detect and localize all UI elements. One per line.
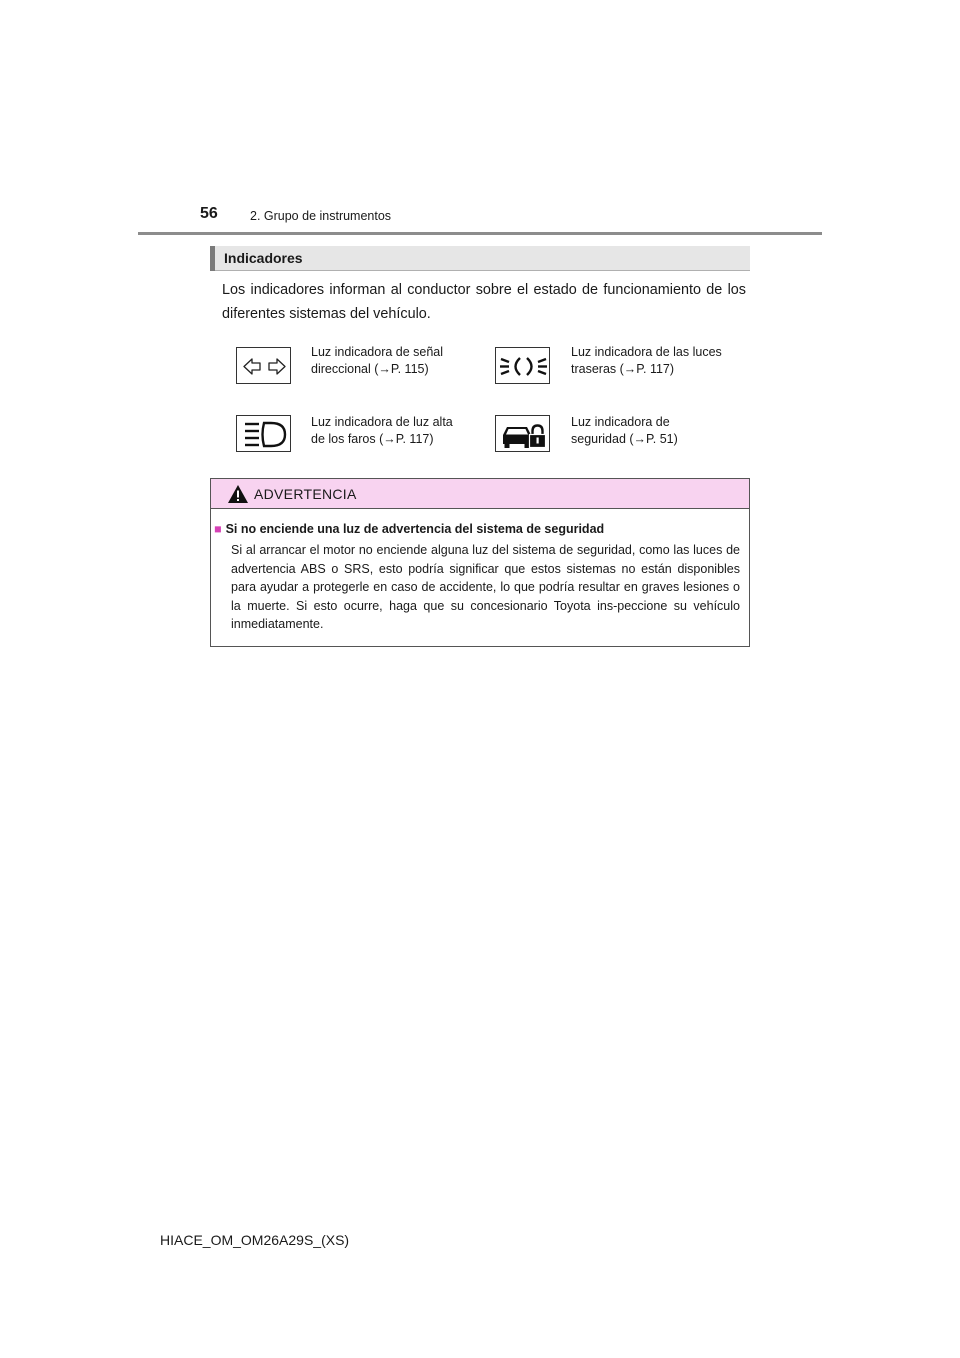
- warning-title: ADVERTENCIA: [254, 486, 357, 502]
- warning-triangle-icon: [227, 484, 249, 504]
- warning-body-text: Si al arrancar el motor no enciende alguna luz del sistema de seguridad, como las luces de advertencia ABS o SRS, esto podría significar que estos sistemas no están disponibles para ayudar a protegerle en caso de accidente, lo que podría resultar en graves lesiones o la muerte. Si esto ocurre, haga que su concesionario Toyota ins-peccione su vehículo inmediatamente.: [231, 543, 740, 631]
- high-beam-icon: [237, 416, 292, 453]
- indicator-label-high-beam: [311, 414, 486, 448]
- security-lock-car-icon: [496, 416, 551, 453]
- indicator-label-line: Luz indicadora de las luces: [571, 345, 722, 359]
- warning-header: [211, 479, 749, 509]
- section-accent: [210, 246, 215, 271]
- indicator-label-line: Luz indicadora de: [571, 415, 670, 429]
- indicator-label-tail-lights: [571, 344, 746, 378]
- chapter-title: 2. Grupo de instrumentos: [250, 209, 392, 223]
- warning-item-heading: [214, 522, 604, 536]
- intro-paragraph: Los indicadores informan al conductor sobre el estado de funcionamiento de los diferentes sistemas del vehículo.: [222, 282, 746, 322]
- warning-heading-text: Si no enciende una luz de advertencia del sistema de seguridad: [225, 522, 605, 536]
- section-title: Indicadores: [224, 250, 303, 266]
- high-beam-icon-frame: [236, 415, 291, 452]
- turn-signal-icon-frame: [236, 347, 291, 384]
- section-heading-bar: [210, 246, 750, 271]
- turn-signal-arrows-icon: [237, 348, 292, 385]
- warning-box: [210, 478, 750, 647]
- page-number: 56: [200, 205, 218, 222]
- header-rule: [138, 232, 822, 235]
- indicator-label-turn-signal: [311, 344, 486, 378]
- indicator-label-security: [571, 414, 746, 448]
- indicator-label-line: seguridad (→P. 51): [571, 432, 678, 446]
- indicator-label-line: traseras (→P. 117): [571, 362, 675, 376]
- indicator-label-line: direccional (→P. 115): [311, 362, 429, 376]
- indicator-label-line: Luz indicadora de señal: [311, 345, 444, 359]
- bullet-square-icon: ■: [214, 522, 222, 536]
- tail-lights-icon-frame: [495, 347, 550, 384]
- indicator-label-line: de los faros (→P. 117): [311, 432, 434, 446]
- footer-document-code: HIACE_OM_OM26A29S_(XS): [160, 1232, 350, 1248]
- tail-lights-icon: [496, 348, 551, 385]
- security-icon-frame: [495, 415, 550, 452]
- indicator-label-line: Luz indicadora de luz alta: [311, 415, 453, 429]
